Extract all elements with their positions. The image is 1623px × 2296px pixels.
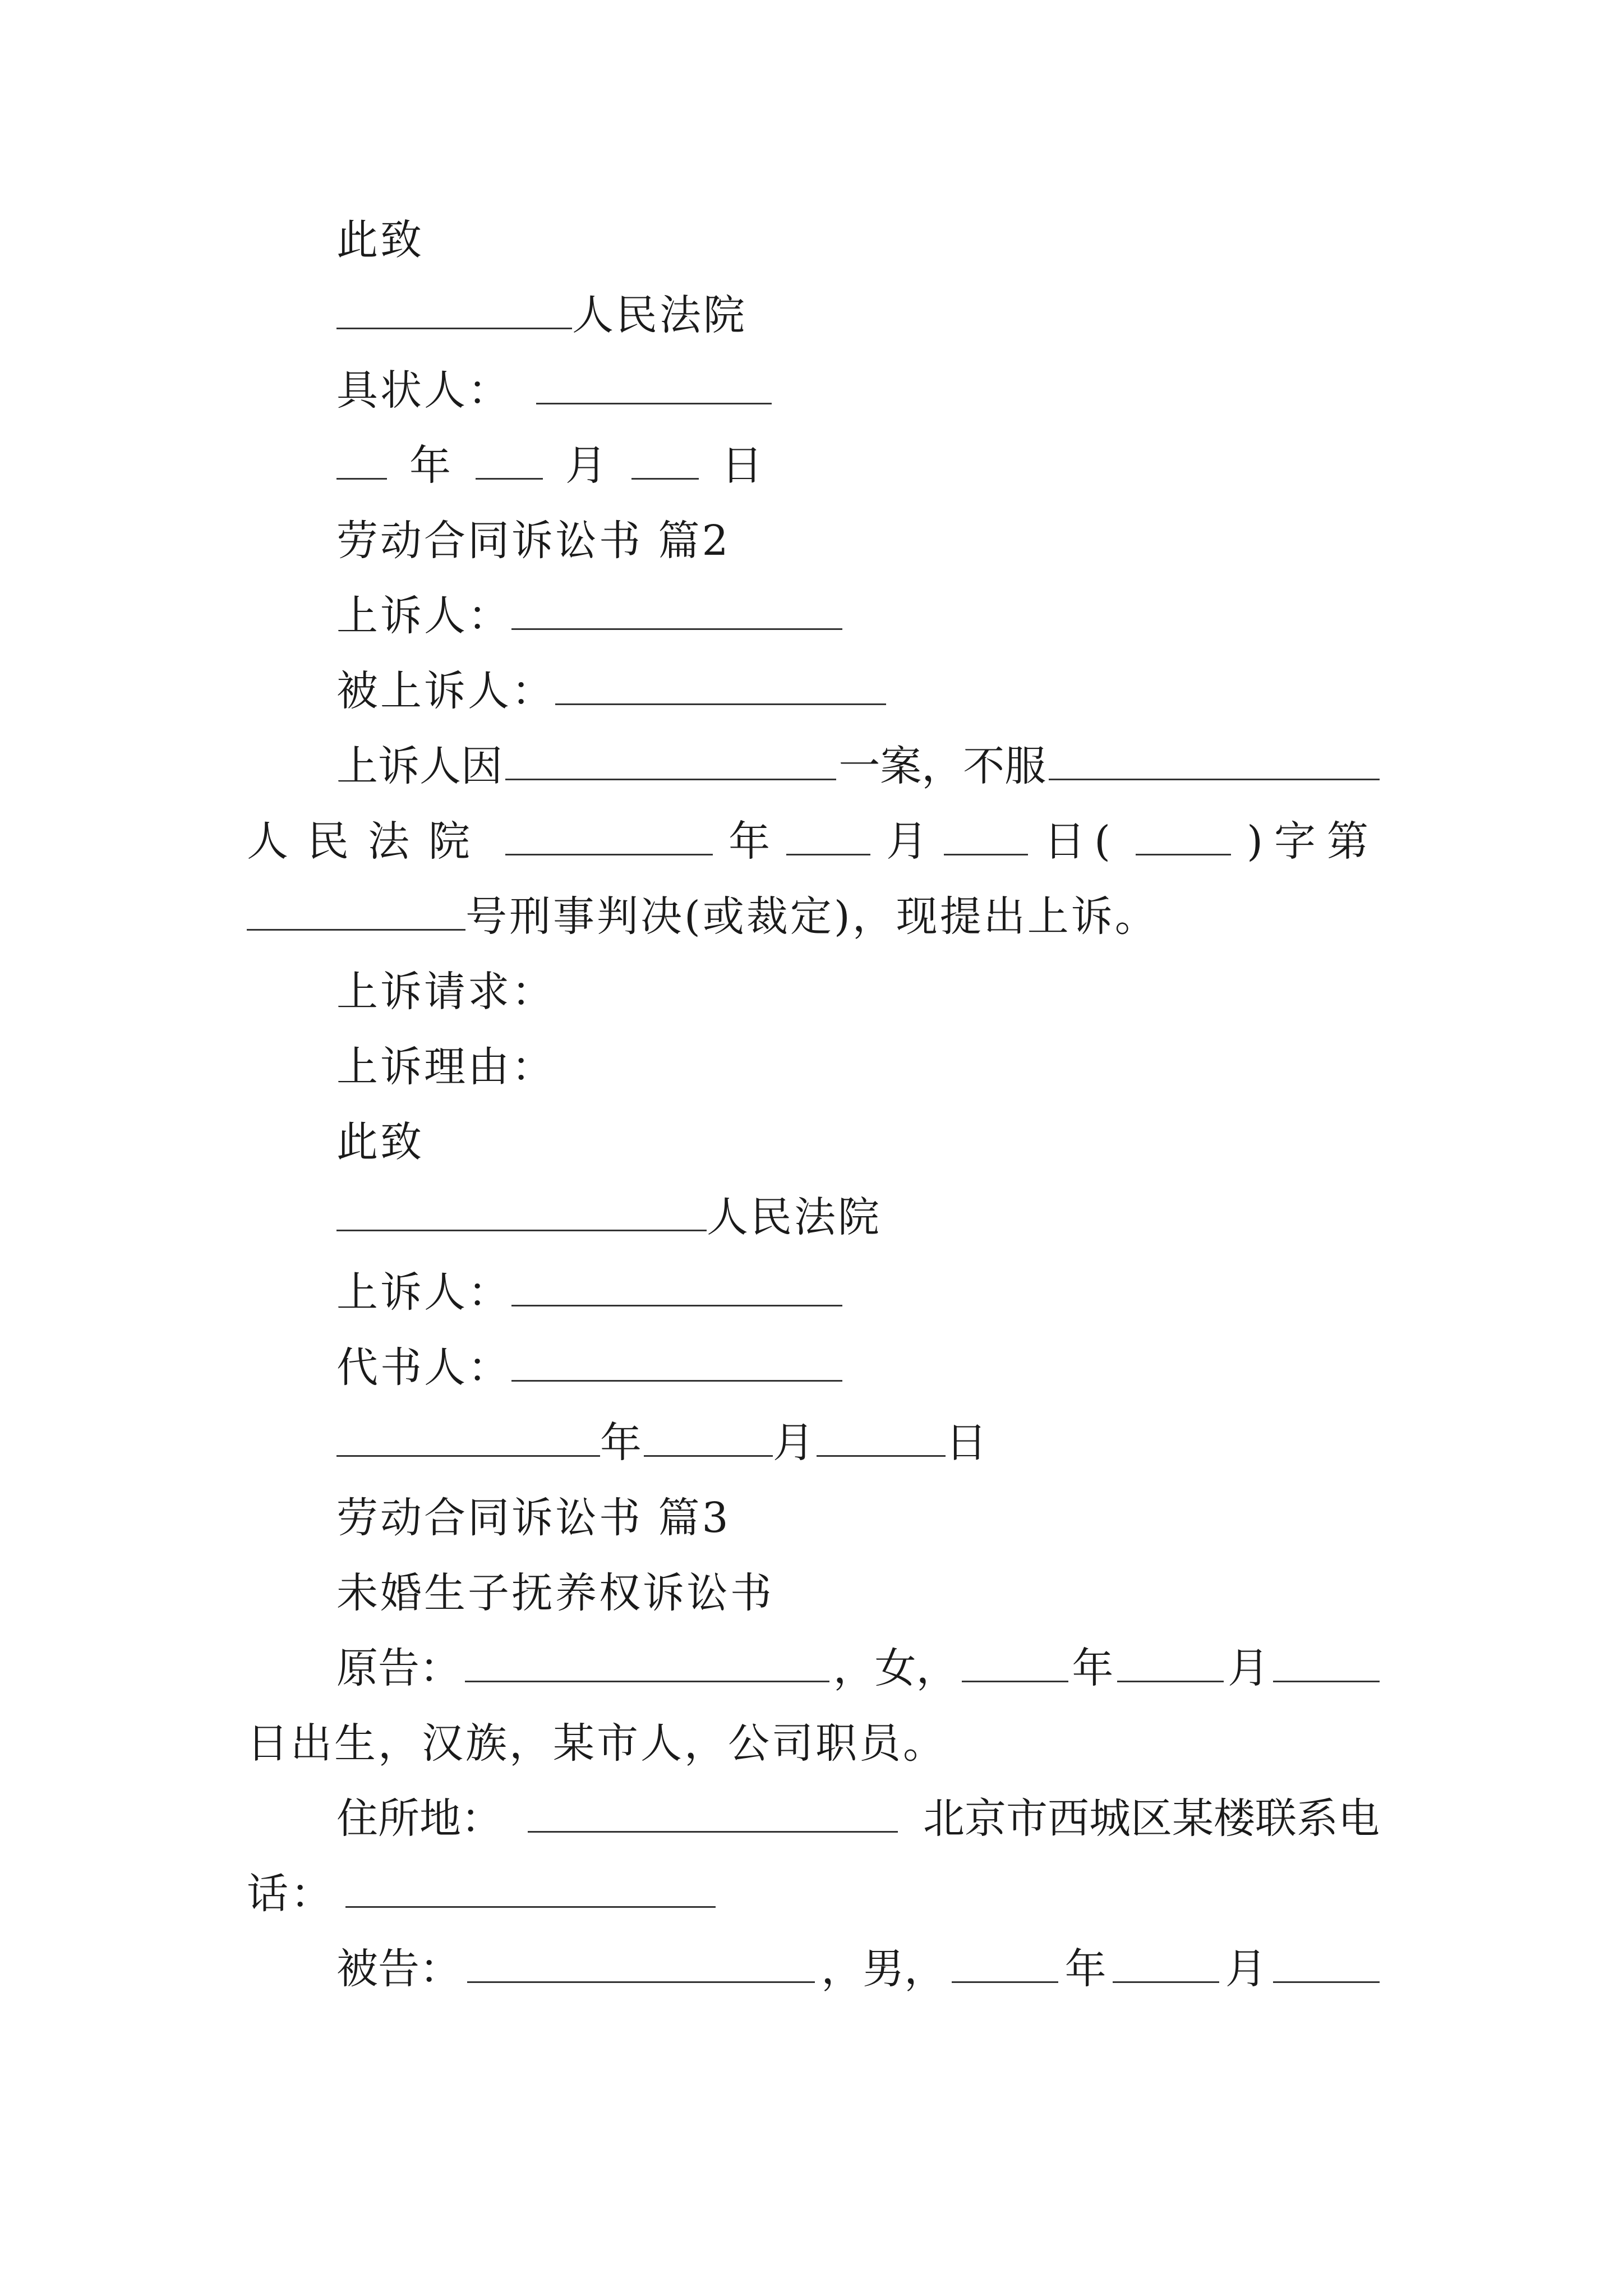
appellee-line: 被上诉人： <box>336 663 886 719</box>
court-blank <box>336 293 572 329</box>
appeal-reason: 上诉理由： <box>336 1043 555 1091</box>
plaintiff-details: 日出生，汉族，某市人，公司职员。 <box>247 1719 947 1768</box>
section-heading-3: 劳动合同诉讼书 篇3 <box>336 1494 731 1542</box>
section-heading-2: 劳动合同诉讼书 篇2 <box>336 517 731 565</box>
residence-line: 住所地： 北京市西城区某楼联系电 <box>336 1795 1380 1843</box>
date-line-1: 年 月 日 <box>336 438 765 494</box>
date-line-2: 年 月 日 <box>336 1415 989 1471</box>
salutation-2: 此致 <box>336 1118 424 1166</box>
defendant-line: 被告： ，男， 年 月 <box>336 1941 1380 1997</box>
appeal-paragraph-line-3: 号刑事判决(或裁定)，现提出上诉。 <box>247 889 1159 945</box>
appeal-paragraph-line-2: 人民法院 年 月 日( )字第 <box>247 817 1380 866</box>
salutation: 此致 <box>336 216 424 264</box>
appellant-line: 上诉人： <box>336 588 842 644</box>
plaintiff-signature-line: 具状人： <box>336 362 772 418</box>
court-line-2: 人民法院 <box>336 1189 882 1245</box>
scribe-line: 代书人： <box>336 1340 842 1396</box>
plaintiff-line: 原告： ，女， 年 月 <box>336 1640 1380 1696</box>
appeal-paragraph-line-1: 上诉人因 一案，不服 <box>336 738 1380 794</box>
appellant-signature-line: 上诉人： <box>336 1264 842 1320</box>
signature-blank <box>536 368 772 404</box>
phone-line: 话： <box>247 1866 716 1922</box>
appeal-request: 上诉请求： <box>336 968 555 1016</box>
document-subtitle: 未婚生子抚养权诉讼书 <box>336 1569 774 1617</box>
court-line: 人民法院 <box>336 287 747 343</box>
